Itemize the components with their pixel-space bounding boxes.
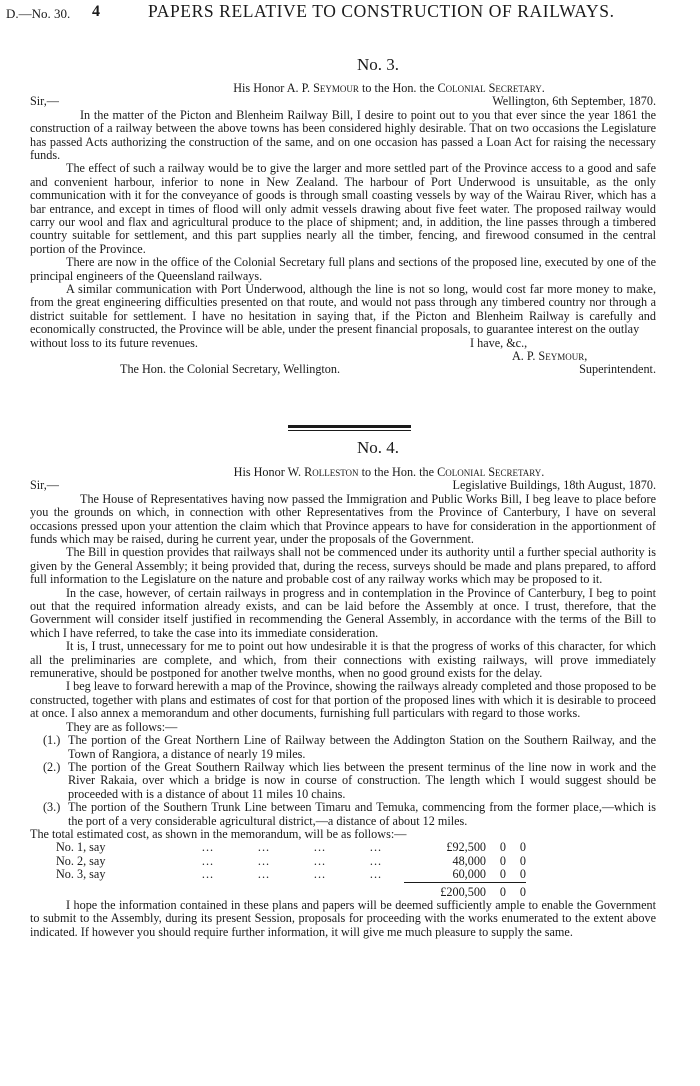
letter-4-place-date: Legislative Buildings, 18th August, 1870. <box>452 478 656 493</box>
table-row: No. 3, say ... ... ... ... 60,000 0 0 <box>56 867 526 882</box>
letter-4-paragraph: The Bill in question provides that railways shall not be commenced under its authority until a further special authority is given by the General Assembly; it being provided that, during the recess, surveys should be made and plans prepared, to afford full information to the Legislature on the nature and probable cost of any railway works which may be proposed to it. <box>30 545 656 587</box>
cost-total: £200,500 <box>404 882 486 899</box>
list-item: (3.) The portion of the Southern Trunk Line between Timaru and Temuka, commencing from the former place,—which is the port of a very considerable agricultural district,—a distance of about 12 miles. <box>43 800 656 828</box>
letter-3-number: No. 3. <box>356 55 400 74</box>
letter-4-paragraph: It is, I trust, unnecessary for me to point out how undesirable it is that the progress of works of this character, for which all the preliminaries are complete, and which, from their connections with existing railways, will prove immediately remunerative, should be postponed for another twelve months, when no good ground exists for the delay. <box>30 639 656 681</box>
cost-table <box>56 841 526 899</box>
letter-4 <box>100 438 656 457</box>
list-item: (2.) The portion of the Great Southern Railway which lies between the present terminus of the line now in work and the River Rakaia, over which a bridge is now in course of construction. The length which I would suggest should be proceeded with is a distance of about 11 miles 10 chains. <box>43 759 656 801</box>
letter-4-salutation: Sir,— <box>30 478 59 493</box>
letter-3-paragraph: In the matter of the Picton and Blenheim Railway Bill, I desire to point out to you that ever since the year 1861 the construction of a railway between the above towns has been considered highly desirable. That on two occasions the Legislature has passed Acts authorizing the construction of the same, and on one occasion has passed a Loan Act for raising the necessary funds. <box>30 107 656 163</box>
letter-4-final-paragraph: I hope the information contained in these plans and papers will be deemed sufficiently ample to enable the Government to submit to the Assembly, during its present Session, proposals for proceeding with the works enumerated to the extent above indicated. If however you should require further information, it will give me much pleasure to supply the same. <box>30 897 656 939</box>
letter-3-salutation-row <box>30 95 656 108</box>
letter-4-list-intro: They are as follows:— <box>66 719 178 734</box>
letter-4-paragraph: In the case, however, of certain railways in progress and in contemplation in the Province of Canterbury, I beg to point out that the required information already exists, and can be laid before the Assembly at once. I trust, therefore, that the Government will consider itself justified in recommending the General Assembly, in accordance with the terms of the Bill to which I have referred, to take the case into its immediate consideration. <box>30 585 656 640</box>
section-divider-thin <box>288 430 411 431</box>
table-row: No. 1, say ... ... ... ... £92,500 0 0 <box>56 840 526 855</box>
letter-3-paragraph: A similar communication with Port Underwood, although the line is not so long, would cost far more money to make, from the great engineering difficulties presented on that route, and would not pass through any timbered country nor through a district suitable for settlement. I have no hesitation in saying that, if the Picton and Blenheim Railway is carefully and economically constructed, the Province will be able, under the present financial proposals, to guarantee interest on the outlay <box>30 282 656 337</box>
letter-3-salutation: Sir,— <box>30 94 59 109</box>
page-header <box>0 1 700 26</box>
page-number: 4 <box>92 3 100 20</box>
letter-4-heading: His Honor W. Rolleston to the Hon. the Colonial Secretary. <box>233 465 545 479</box>
letter-3-paragraph: There are now in the office of the Colonial Secretary full plans and sections of the proposed line, executed by one of the principal engineers of the Queensland railways. <box>30 255 656 283</box>
letter-4-paragraph: The House of Representatives having now passed the Immigration and Public Works Bill, I beg leave to place before you the grounds on which, in connection with other Representatives from the Province of Canterbury, I have on several occasions pressed upon your attention the claim which that Province appears to have for consideration in the apportionment of funds which may be raised, during he current year, under the proposals of the Government. <box>30 491 656 547</box>
table-row: No. 2, say ... ... ... ... 48,000 0 0 <box>56 853 526 868</box>
letter-3-body <box>30 82 656 377</box>
letter-3-last-line: without loss to its future revenues. <box>30 335 198 350</box>
letter-4-salutation-row <box>30 479 656 492</box>
letter-3-title: Superintendent. <box>579 362 656 377</box>
paper-reference: D.—No. 30. <box>6 6 71 21</box>
letter-3-signature: A. P. Seymour, <box>512 349 588 364</box>
letter-3-addressee: The Hon. the Colonial Secretary, Wellington. <box>120 362 341 377</box>
table-total-row: £200,500 0 0 <box>56 882 526 899</box>
letter-4-body <box>30 466 656 939</box>
section-divider <box>288 425 411 428</box>
letter-4-cost-intro: The total estimated cost, as shown in the memorandum, will be as follows:— <box>30 826 407 841</box>
letter-3-place-date: Wellington, 6th September, 1870. <box>492 94 656 109</box>
letter-3-closing-row <box>30 337 656 350</box>
letter-3-closing: I have, &c., <box>470 335 528 350</box>
letter-3-heading: His Honor A. P. Seymour to the Hon. the Colonial Secretary. <box>233 81 545 95</box>
letter-3-signature-row <box>30 350 656 363</box>
letter-4-paragraph: I beg leave to forward herewith a map of the Province, showing the railways already completed and those proposed to be constructed, together with plans and estimates of cost for that portion of the proposed lines with which it is desirable to proceed at once. I also annex a memorandum and other documents, furnishing full particulars with regard to those works. <box>30 679 656 721</box>
letter-3-addressee-row <box>30 363 656 376</box>
letter-4-number: No. 4. <box>356 438 400 457</box>
running-title: PAPERS RELATIVE TO CONSTRUCTION OF RAILWAYS. <box>148 1 615 21</box>
letter-3 <box>100 55 656 74</box>
letter-3-paragraph: The effect of such a railway would be to give the larger and more settled part of the Province access to a good and safe and convenient harbour, inferior to none in New Zealand. The harbour of Port Underwood is unsuitable, as the only communication with it for the conveyance of goods is through small coasting vessels by way of the Wairau River, which has a bar entrance, and except in times of flood will only admit vessels drawing about five feet water. The proposed railway would carry our wool and flax and agricultural produce to the place of shipment; and, in addition, the line passes through a timbered country suitable for settlement, and this part supplies nearly all the timber, fencing, and firewood consumed in the central portion of the Province. <box>30 161 656 256</box>
list-item: (1.) The portion of the Great Northern Line of Railway between the Addington Station on the Southern Railway, and the Town of Rangiora, a distance of nearly 19 miles. <box>43 733 656 761</box>
